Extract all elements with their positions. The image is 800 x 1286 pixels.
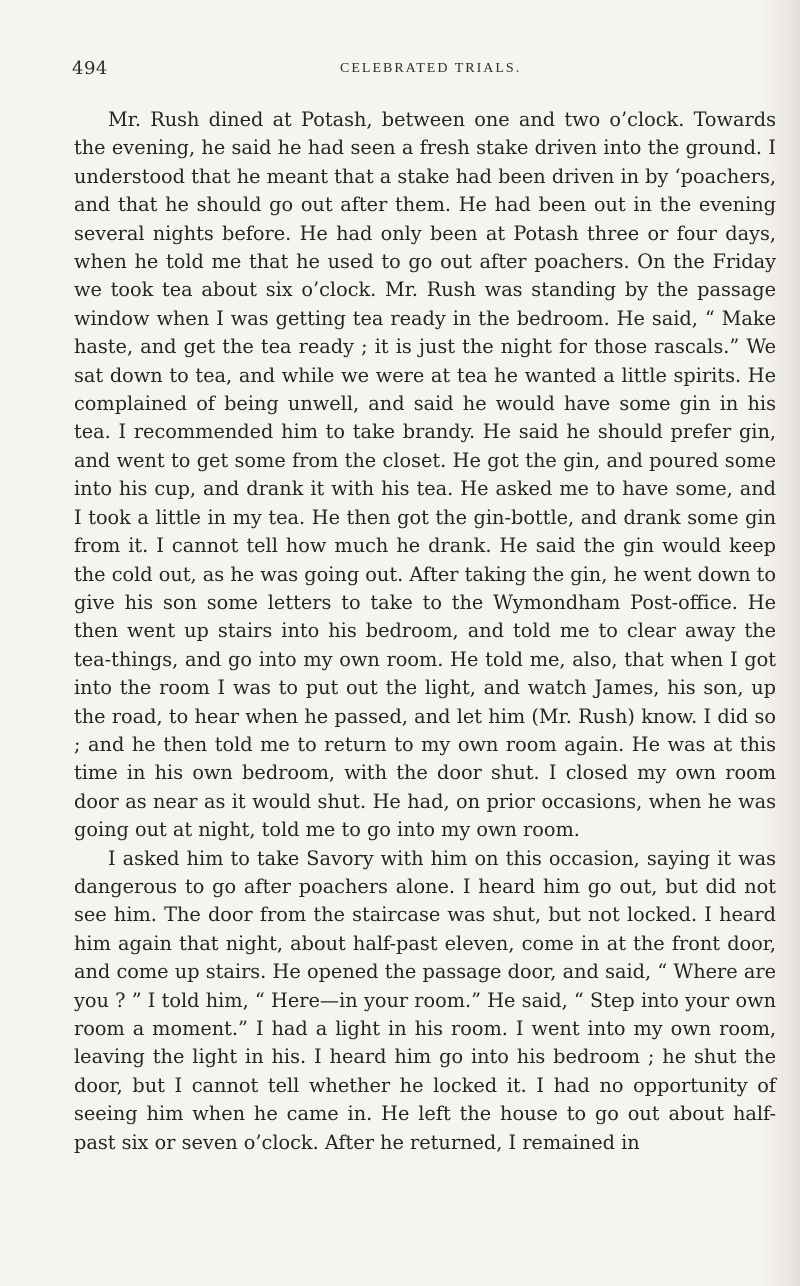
running-head — [0, 58, 800, 82]
body-text — [74, 106, 776, 1157]
running-title: CELEBRATED TRIALS. — [340, 61, 522, 76]
page-number: 494 — [72, 58, 108, 79]
paragraph: Mr. Rush dined at Potash, between one and two o’clock. Towards the evening, he said he had seen a fresh stake driven into the ground. I understood that he meant that a stake had been driven in by ‘poachers, and that he should go out after them. He had been out in the evening several nights before. He had only been at Potash three or four days, when he told me that he used to go out after poachers. On the Friday we took tea about six o’clock. Mr. Rush was standing by the passage window when I was getting tea ready in the bedroom. He said, “ Make haste, and get the tea ready ; it is just the night for those rascals.” We sat down to tea, and while we were at tea he wanted a little spirits. He complained of being unwell, and said he would have some gin in his tea. I recommended him to take brandy. He said he should prefer gin, and went to get some from the closet. He got the gin, and poured some into his cup, and drank it with his tea. He asked me to have some, and I took a little in my tea. He then got the gin-bottle, and drank some gin from it. I cannot tell how much he drank. He said the gin would keep the cold out, as he was going out. After taking the gin, he went down to give his son some letters to take to the Wymondham Post-office. He then went up stairs into his bedroom, and told me to clear away the tea-things, and go into my own room. He told me, also, that when I got into the room I was to put out the light, and watch James, his son, up the road, to hear when he passed, and let him (Mr. Rush) know. I did so ; and he then told me to return to my own room again. He was at this time in his own bedroom, with the door shut. I closed my own room door as near as it would shut. He had, on prior occasions, when he was going out at night, told me to go into my own room. — [74, 108, 776, 842]
paragraph: I asked him to take Savory with him on this occasion, saying it was dangerous to go after poachers alone. I heard him go out, but did not see him. The door from the staircase was shut, but not locked. I heard him again that night, about half-past eleven, come in at the front door, and come up stairs. He opened the passage door, and said, “ Where are you ? ” I told him, “ Here—in your room.” He said, “ Step into your own room a moment.” I had a light in his room. I went into my own room, leaving the light in his. I heard him go into his bedroom ; he shut the door, but I cannot tell whether he locked it. I had no opportunity of seeing him when he came in. He left the house to go out about half-past six or seven o’clock. After he returned, I remained in — [74, 846, 776, 1154]
